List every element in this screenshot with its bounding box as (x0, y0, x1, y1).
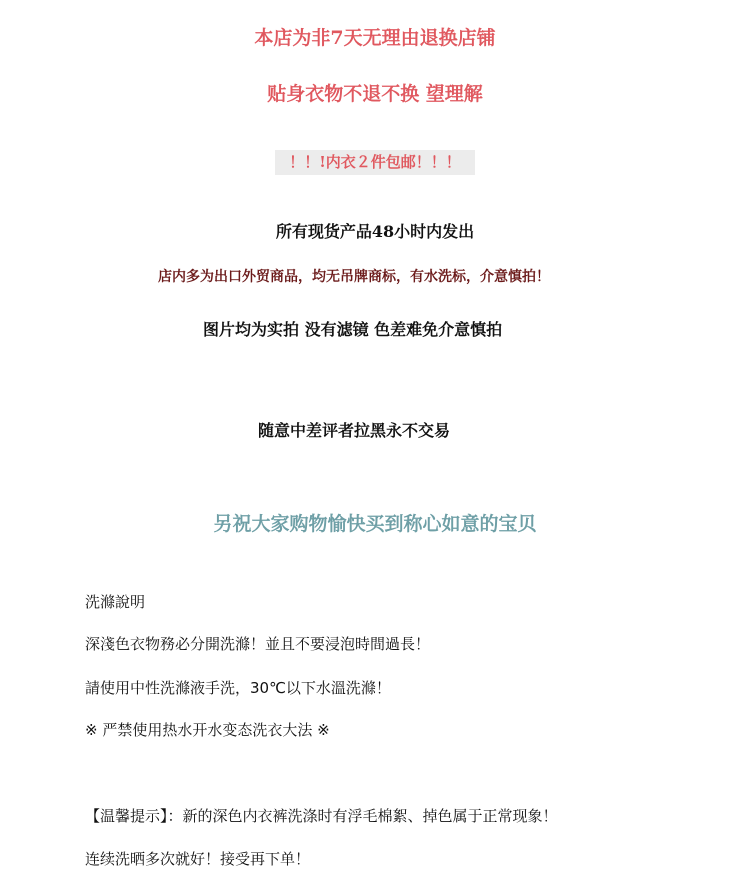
photo-notice: 图片均为实拍 没有滤镜 色差难免介意慎拍 (203, 320, 503, 339)
wishes-text: 另祝大家购物愉快买到称心如意的宝贝 (213, 513, 537, 535)
intimate-apparel-notice: 贴身衣物不退不换 望理解 (267, 83, 483, 105)
care-instruction-line: 深淺色衣物務必分開洗滌！並且不要浸泡時間過長！ (85, 635, 431, 653)
warm-tip: 【温馨提示】：新的深色内衣裤洗涤时有浮毛棉絮、掉色属于正常现象！ (85, 807, 558, 825)
shipping-notice: 所有现货产品48小时内发出 (275, 222, 475, 241)
care-instructions-title: 洗滌說明 (85, 593, 146, 611)
return-policy-notice: 本店为非7天无理由退换店铺 (254, 27, 496, 49)
promo-banner (0, 150, 750, 175)
promo-text: ！！!内衣２件包邮！！！ (275, 150, 475, 175)
care-instruction-line: 請使用中性洗滌液手洗，30℃以下水溫洗滌！ (85, 679, 391, 697)
care-instruction-line: ※ 严禁使用热水开水变态洗衣大法 ※ (85, 721, 330, 739)
blacklist-notice: 随意中差评者拉黑永不交易 (258, 421, 451, 440)
export-goods-notice: 店内多为出口外贸商品，均无吊牌商标，有水洗标，介意慎拍！ (158, 269, 550, 285)
warm-tip-line: 连续洗晒多次就好！接受再下单！ (85, 850, 311, 868)
